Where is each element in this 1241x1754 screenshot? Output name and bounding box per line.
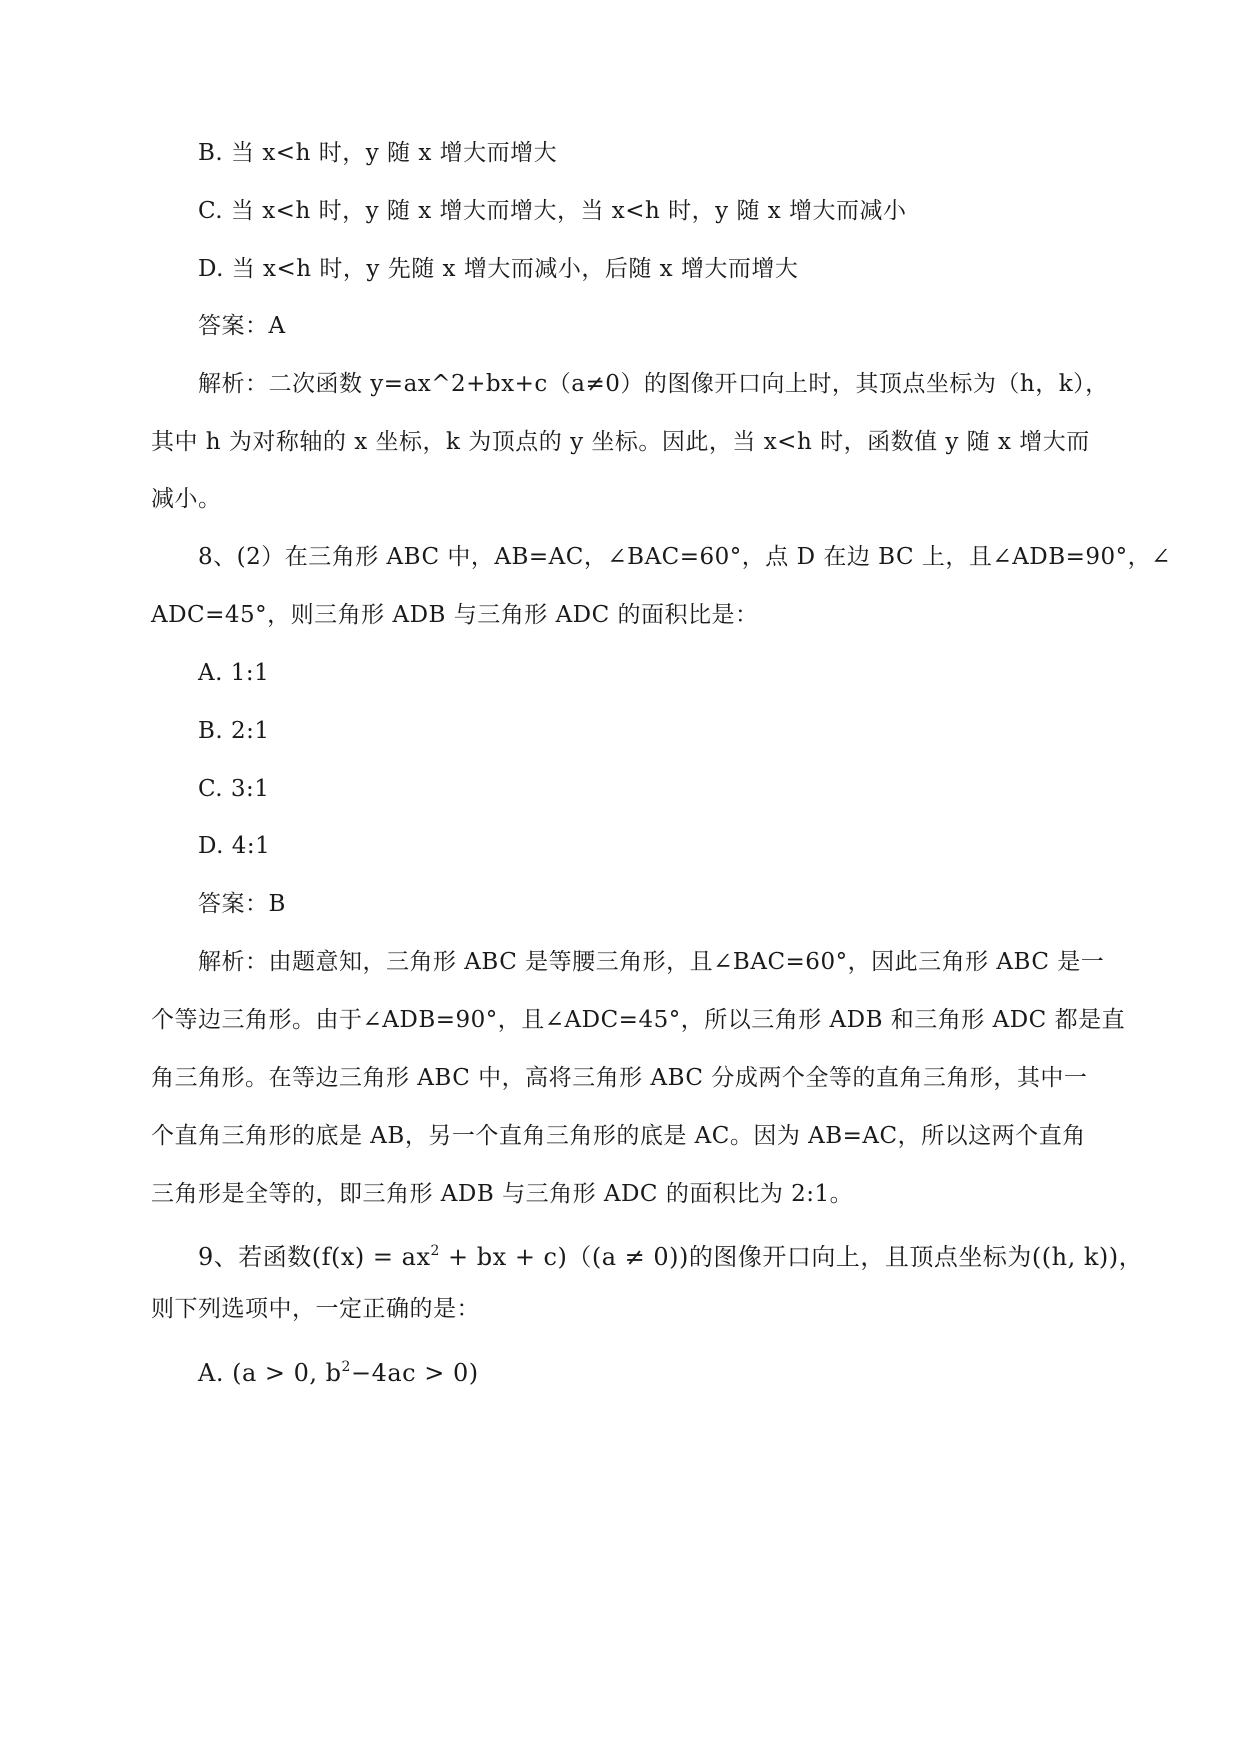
q8-analysis-line: 角三角形。在等边三角形 ABC 中，高将三角形 ABC 分成两个全等的直角三角形，其中一: [151, 1065, 1088, 1091]
q9-stem-prefix: 9、若函数(f(x) = ax: [198, 1243, 431, 1271]
q9-option-a-prefix: A. (a > 0, b: [198, 1359, 342, 1387]
q8-analysis-line: 个等边三角形。由于∠ADB=90°，且∠ADC=45°，所以三角形 ADB 和三角形 ADC 都是直: [151, 1007, 1126, 1033]
q9-option-a-suffix: −4ac > 0): [350, 1359, 479, 1387]
q9-stem-line: [198, 1236, 1143, 1272]
q8-analysis-line: 解析：由题意知，三角形 ABC 是等腰三角形，且∠BAC=60°，因此三角形 ABC 是一: [198, 949, 1105, 975]
q7-option-b: B. 当 x<h 时，y 随 x 增大而增大: [198, 140, 558, 166]
q8-answer: 答案：B: [198, 891, 286, 917]
q9-stem-line2: 则下列选项中，一定正确的是：: [151, 1296, 480, 1322]
q8-option-c: C. 3:1: [198, 776, 270, 802]
q7-analysis-line: 减小。: [151, 486, 222, 512]
q8-stem-line: 8、(2）在三角形 ABC 中，AB=AC，∠BAC=60°，点 D 在边 BC 上，且∠ADB=90°，∠: [198, 544, 1171, 570]
q7-analysis-line: 解析：二次函数 y=ax^2+bx+c（a≠0）的图像开口向上时，其顶点坐标为（h，k），: [198, 371, 1109, 397]
q8-option-a: A. 1:1: [198, 660, 270, 686]
q9-option-a-exponent: 2: [341, 1359, 351, 1375]
q9-stem-suffix: + bx + c)（(a ≠ 0))的图像开口向上，且顶点坐标为((h, k))，: [439, 1243, 1144, 1271]
q9-option-a: [198, 1352, 479, 1388]
q7-option-c: C. 当 x<h 时，y 随 x 增大而增大，当 x<h 时，y 随 x 增大而减小: [198, 198, 907, 224]
q7-option-d: D. 当 x<h 时，y 先随 x 增大而减小，后随 x 增大而增大: [198, 256, 799, 282]
q9-stem-exponent: 2: [430, 1243, 440, 1259]
q8-analysis-line: 三角形是全等的，即三角形 ADB 与三角形 ADC 的面积比为 2:1。: [151, 1181, 854, 1207]
q7-analysis-line: 其中 h 为对称轴的 x 坐标，k 为顶点的 y 坐标。因此，当 x<h 时，函数值 y 随 x 增大而: [151, 429, 1090, 455]
q8-option-d: D. 4:1: [198, 833, 271, 859]
q8-option-b: B. 2:1: [198, 718, 270, 744]
q8-stem-line: ADC=45°，则三角形 ADB 与三角形 ADC 的面积比是：: [151, 602, 759, 628]
q7-answer: 答案：A: [198, 313, 286, 339]
q8-analysis-line: 个直角三角形的底是 AB，另一个直角三角形的底是 AC。因为 AB=AC，所以这两个直角: [151, 1123, 1086, 1149]
